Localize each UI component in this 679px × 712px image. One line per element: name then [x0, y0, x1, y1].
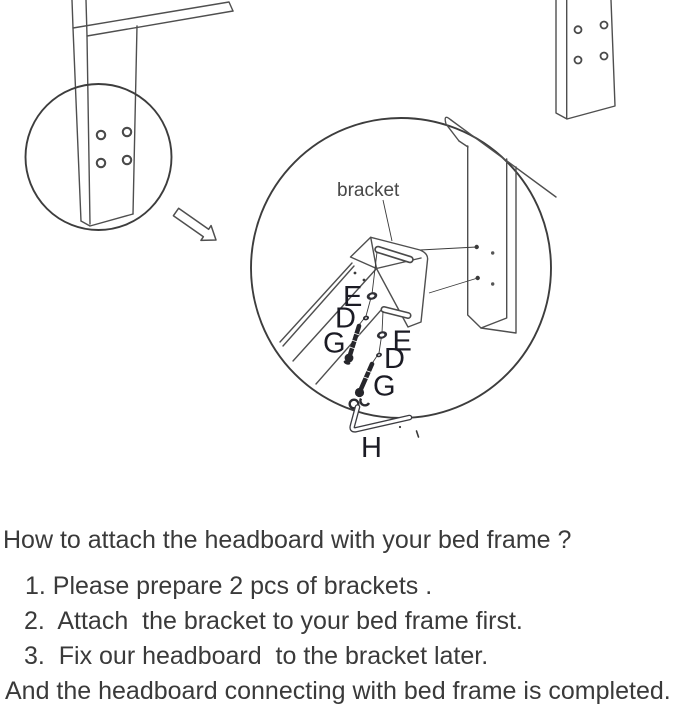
part-label-d2: D	[384, 343, 405, 375]
bolt-g2	[355, 364, 373, 397]
post-hole	[491, 282, 494, 285]
washer-d1	[362, 315, 369, 321]
post-screw-holes	[575, 22, 608, 64]
part-label-g1: G	[323, 327, 346, 360]
washer-e1	[366, 291, 378, 301]
instruction-step-2: 2. Attach the bracket to your bed frame first.	[24, 607, 523, 635]
stray-mark	[417, 431, 419, 437]
bed-frame-leg-magnified	[420, 146, 516, 333]
bracket-label: bracket	[337, 180, 400, 201]
post-hole	[491, 251, 494, 254]
part-label-g2: G	[373, 370, 396, 403]
leg-screw-holes	[97, 128, 131, 167]
headboard-leg-drawing	[26, 0, 234, 230]
instructions-footer: And the headboard connecting with bed frame is completed.	[5, 677, 671, 705]
part-label-e1: E	[343, 281, 363, 313]
part-label-d1: D	[335, 302, 356, 335]
zoom-arrow-icon	[173, 208, 216, 240]
instructions-heading: How to attach the headboard with your bed frame ?	[3, 526, 572, 554]
rail-hole-dot	[354, 272, 357, 275]
side-rail-top	[445, 117, 556, 197]
instruction-step-3: 3. Fix our headboard to the bracket later.	[24, 642, 489, 670]
part-label-h: H	[361, 432, 382, 464]
washer-e2	[376, 330, 388, 340]
stray-mark	[399, 426, 401, 428]
bed-rail-magnified	[280, 263, 382, 384]
rail-hole-dot	[363, 279, 366, 282]
detail-circle-small	[26, 84, 172, 230]
part-label-e2: E	[392, 325, 412, 358]
instruction-step-1: 1. Please prepare 2 pcs of brackets .	[25, 572, 433, 600]
bed-frame-post-top-right	[556, 0, 615, 119]
